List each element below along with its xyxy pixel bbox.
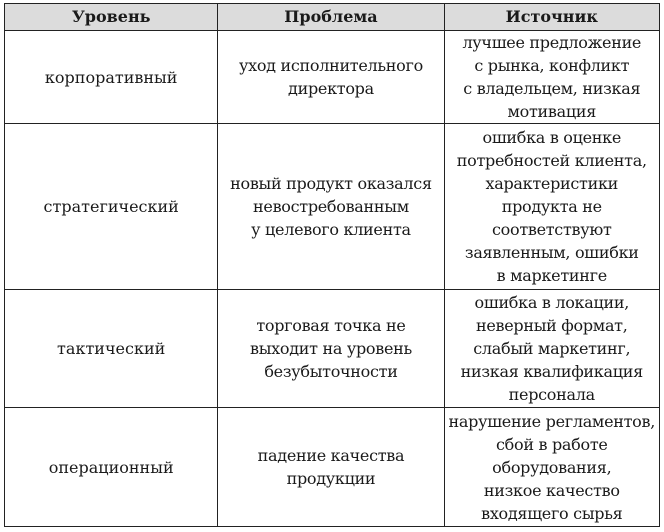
source-line: характеристики <box>485 174 619 193</box>
source-line: лучшее предложение <box>462 33 642 52</box>
source-line: неверный формат, <box>476 316 628 335</box>
table-row <box>5 124 660 290</box>
header-row <box>5 4 660 31</box>
header-source: Источник <box>444 4 659 31</box>
problem-line: падение качества <box>257 446 405 465</box>
source-cell <box>444 31 659 124</box>
source-line: продукта не <box>501 197 602 216</box>
source-line: ошибка в локации, <box>474 293 629 312</box>
problem-line: у целевого клиента <box>251 220 411 239</box>
source-line: низкая квалификация <box>460 362 643 381</box>
problem-line: торговая точка не <box>256 316 406 335</box>
source-line: с рынка, конфликт <box>474 56 630 75</box>
source-line: с владельцем, низкая <box>463 79 641 98</box>
problem-cell <box>218 408 444 527</box>
problem-line: выходит на уровень <box>250 339 412 358</box>
header-level: Уровень <box>5 4 218 31</box>
source-line: нарушение регламентов, <box>448 411 655 431</box>
level-cell: тактический <box>5 290 218 408</box>
source-cell <box>444 290 659 408</box>
problem-line: продукции <box>286 469 376 488</box>
source-line: сбой в работе <box>496 434 608 454</box>
problem-cell <box>218 290 444 408</box>
source-line: персонала <box>508 385 595 404</box>
levels-table <box>4 3 660 527</box>
source-line: низкое качество <box>483 480 620 500</box>
source-cell <box>444 408 659 527</box>
problem-line: уход исполнительного <box>238 56 423 75</box>
problem-line: безубыточности <box>264 362 398 381</box>
level-cell: стратегический <box>5 124 218 290</box>
table-row <box>5 290 660 408</box>
source-line: потребностей клиента, <box>456 151 647 170</box>
source-line: ошибка в оценке <box>482 128 622 147</box>
problem-line: директора <box>288 79 374 98</box>
problem-cell <box>218 31 444 124</box>
source-line: заявленным, ошибки <box>464 243 639 262</box>
source-line: соответствуют <box>492 220 612 239</box>
source-line: в маркетинге <box>496 266 607 285</box>
source-cell <box>444 124 659 290</box>
problem-line: невостребованным <box>253 197 409 216</box>
source-line: оборудования, <box>492 457 612 477</box>
problem-line: новый продукт оказался <box>230 174 432 193</box>
level-cell: корпоративный <box>5 31 218 124</box>
source-line: входящего сырья <box>481 503 623 523</box>
level-cell: операционный <box>5 408 218 527</box>
table-row <box>5 408 660 527</box>
source-line: слабый маркетинг, <box>473 339 631 358</box>
header-problem: Проблема <box>218 4 444 31</box>
table-row <box>5 31 660 124</box>
source-line: мотивация <box>507 102 597 121</box>
problem-cell <box>218 124 444 290</box>
